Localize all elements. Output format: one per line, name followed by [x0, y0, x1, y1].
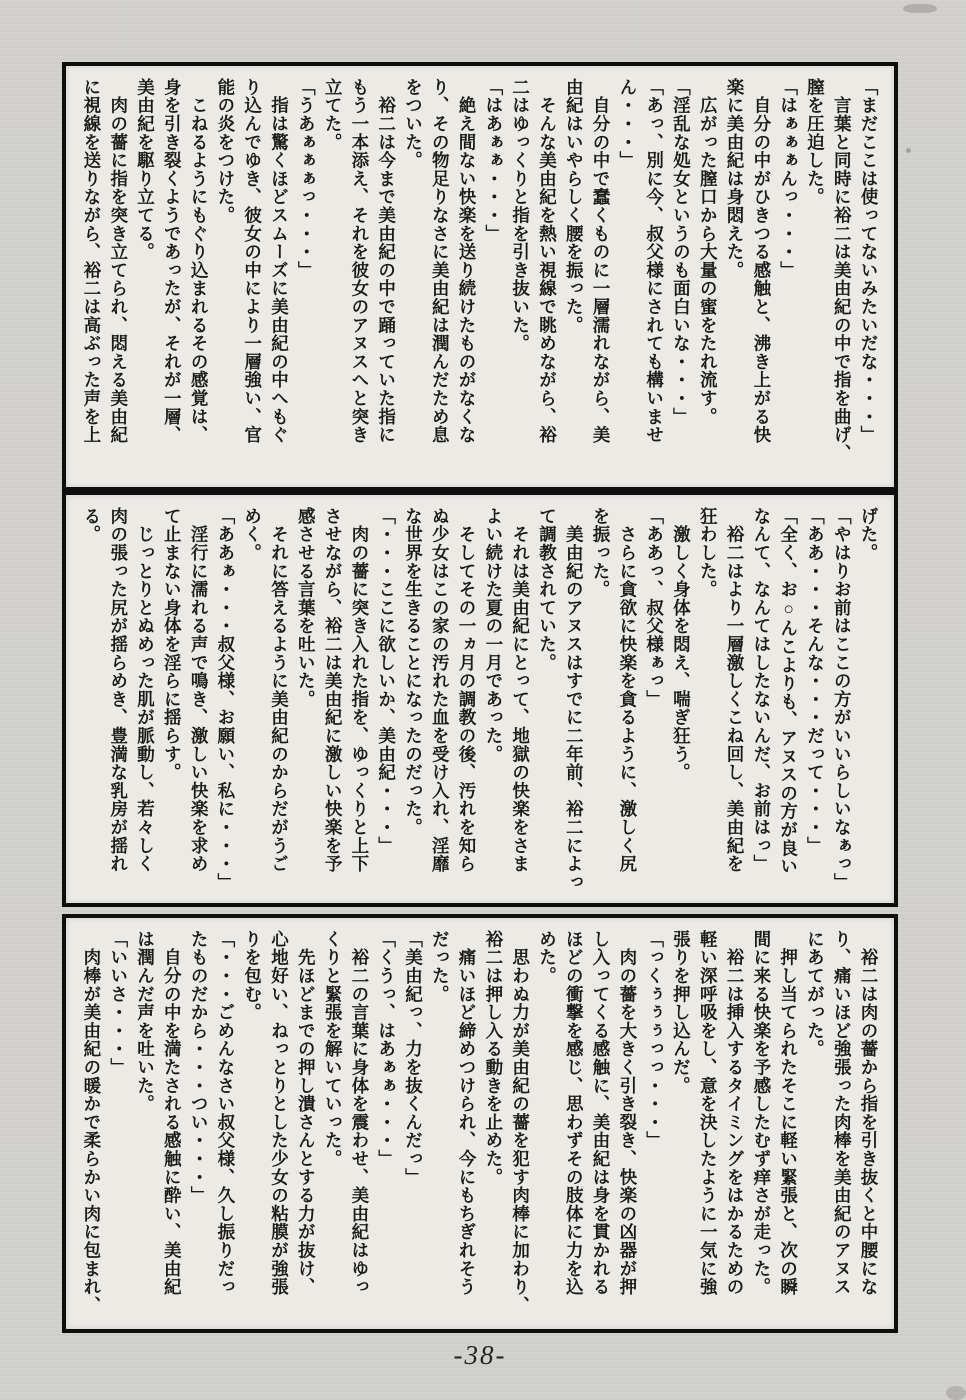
text-column: 痛いほど締めつけられ、今にもちぎれそう	[457, 930, 478, 1296]
text-column: 美由紀のアヌスはすでに二年前、裕二によっ	[564, 507, 585, 892]
text-column: たものだから・・・つい・・・」	[189, 930, 210, 1205]
scan-artifact	[903, 4, 937, 13]
text-column: めく。	[242, 507, 263, 562]
text-column: 絶え間ない快楽を送り続けたものがなくな	[457, 78, 478, 444]
text-column: り、その物足りなさに美由紀は潤んだため息	[430, 78, 451, 444]
text-column: 「いいさ・・・」	[108, 930, 129, 1077]
text-column: 能の炎をつけた。	[215, 78, 236, 225]
page-number: -38-	[453, 1340, 507, 1370]
text-column: 淫行に濡れる声で鳴き、激しい快楽を求め	[189, 507, 210, 873]
text-column: 感させる言葉を吐いた。	[296, 507, 317, 709]
text-column: さらに貪欲に快楽を貪るように、激しく尻	[617, 507, 638, 873]
text-column: 軽い深呼吸をし、意を決したように一気に強	[698, 930, 719, 1296]
scan-artifact	[946, 1386, 966, 1400]
text-column: そんな美由紀を熱い視線で眺めながら、裕	[537, 78, 558, 444]
text-column: 言葉と同時に裕二は美由紀の中で指を曲げ、	[832, 78, 853, 463]
text-column: し入ってくる感触に、美由紀は身を貫かれる	[591, 930, 612, 1296]
text-column: 「ああ・・・そんな・・・だって・・・」	[805, 507, 826, 855]
text-column: こねるようにもぐり込まれるその感覚は、	[189, 78, 210, 444]
text-column: 広がった膣口から大量の蜜をたれ流す。	[698, 78, 719, 426]
text-column: ぬ少女はこの家の汚れた血を受け入れ、淫靡	[430, 507, 451, 873]
text-column: 肉棒が美由紀の暖かで柔らかい肉に包まれ、	[81, 930, 102, 1315]
text-column: 肉の薔に指を突き立てられ、悶える美由紀	[108, 78, 129, 444]
text-column: 「ああぁ・・・叔父様、お願い、私に・・・」	[215, 507, 236, 892]
text-column: それに答えるように美由紀のからだがうご	[269, 507, 290, 873]
text-column: 「あっ、別に今、叔父様にされても構いませ	[644, 78, 665, 444]
text-column: る。	[81, 507, 102, 544]
text-column: 裕二はより一層激しくこね回し、美由紀を	[725, 507, 746, 873]
text-column: は潤んだ声を吐いた。	[135, 930, 156, 1113]
text-column: 裕二は押し入る動きを止めた。	[483, 930, 504, 1187]
text-panel-3	[62, 914, 898, 1333]
text-column: 美由紀を駆り立てる。	[135, 78, 156, 261]
text-column: なんて、なんてはしたないんだ、お前はっ」	[751, 507, 772, 873]
text-column: 張りを押し込んだ。	[671, 930, 692, 1095]
text-column: 由紀はいやらしく腰を振った。	[564, 78, 585, 335]
text-column: めた。	[537, 930, 558, 985]
text-column: な世界を生きることになったのだった。	[403, 507, 424, 837]
text-column: 「ああっ、叔父様ぁっ」	[644, 507, 665, 709]
text-panel-1	[62, 62, 898, 491]
text-column: 裕二の言葉に身体を震わせ、美由紀はゆっ	[349, 930, 370, 1296]
text-column: りを包む。	[242, 930, 263, 1022]
text-column: 裕二は挿入するタイミングをはかるための	[725, 930, 746, 1296]
text-column: 二はゆっくりと指を引き抜いた。	[510, 78, 531, 353]
text-column: 心地好い、ねっとりとした少女の粘膜が強張	[269, 930, 290, 1296]
text-column: 「くうっ、はあぁぁ・・・」	[376, 930, 397, 1168]
text-column: 激しく身体を悶え、喘ぎ狂う。	[671, 507, 692, 782]
text-column: 肉の張った尻が揺らめき、豊満な乳房が揺れ	[108, 507, 129, 873]
text-column: 「・・・ごめんなさい叔父様、久し振りだっ	[215, 930, 236, 1296]
text-column: くりと緊張を解いていった。	[323, 930, 344, 1168]
text-column: 指は驚くほどスムーズに美由紀の中へもぐ	[269, 78, 290, 444]
text-column: 「やはりお前はここの方がいいらしいなぁっ」	[832, 507, 853, 892]
text-column: 膣を圧迫した。	[805, 78, 826, 207]
text-column: もう一本添え、それを彼女のアヌスへと突き	[349, 78, 370, 444]
text-column: 肉の薔を大きく引き裂き、快楽の凶器が押	[617, 930, 638, 1296]
text-column: にあてがった。	[805, 930, 826, 1059]
panel-3-columns	[76, 930, 882, 1321]
text-column: だった。	[430, 930, 451, 1004]
text-column: よい続けた夏の一月であった。	[483, 507, 504, 764]
text-column: ん・・・」	[617, 78, 638, 170]
text-column: 肉の薔に突き入れた指を、ゆっくりと上下	[349, 507, 370, 873]
text-column: ほどの衝撃を感じ、思わずその肢体に力を込	[564, 930, 585, 1296]
text-column: て止まない身体を淫らに揺らす。	[162, 507, 183, 782]
text-column: 自分の中を満たされる感触に酔い、美由紀	[162, 930, 183, 1296]
text-column: 立てた。	[323, 78, 344, 152]
text-column: 裕二は肉の薔から指を引き抜くと中腰にな	[859, 930, 879, 1296]
text-column: 裕二は今まで美由紀の中で踊っていた指に	[376, 78, 397, 444]
text-column: り、痛いほど強張った肉棒を美由紀のアヌス	[832, 930, 853, 1296]
text-column: をついた。	[403, 78, 424, 170]
text-column: 「全く、お○んこよりも、アヌスの方が良い	[778, 507, 799, 876]
text-column: り込んでゆき、彼女の中により一層強い、官	[242, 78, 263, 444]
text-column: げた。	[859, 507, 879, 562]
text-column: を振った。	[591, 507, 612, 599]
text-column: 「はあぁぁ・・・」	[483, 78, 504, 243]
text-column: 「うあぁぁぁっ・・・」	[296, 78, 317, 280]
text-column: させながら、裕二は美由紀に激しい快楽を予	[323, 507, 344, 873]
text-column: 「・・・ここに欲しいか、美由紀・・・」	[376, 507, 397, 855]
text-panel-2	[62, 491, 898, 907]
text-column: 「まだここは使ってないみたいだな・・・」	[859, 78, 879, 444]
text-column: 思わぬ力が美由紀の薔を犯す肉棒に加わり、	[510, 930, 531, 1315]
text-column: じっとりとぬめった肌が脈動し、若々しく	[135, 507, 156, 873]
text-column: 間に来る快楽を予感したむず痒さが走った。	[751, 930, 772, 1296]
text-column: に視線を送りながら、裕二は高ぶった声を上	[81, 78, 102, 444]
text-column: 「淫乱な処女というのも面白いな・・・」	[671, 78, 692, 426]
text-column: 楽に美由紀は身悶えた。	[725, 78, 746, 280]
text-column: それは美由紀にとって、地獄の快楽をさま	[510, 507, 531, 873]
scan-artifact	[906, 148, 911, 153]
text-column: そしてその一ヵ月の調教の後、汚れを知ら	[457, 507, 478, 873]
panel-2-columns	[76, 507, 882, 895]
text-column: 自分の中で蠢くものに一層濡れながら、美	[591, 78, 612, 444]
text-column: て調教されていた。	[537, 507, 558, 672]
text-column: 狂わした。	[698, 507, 719, 599]
text-column: 「はぁぁぁんっ・・・」	[778, 78, 799, 280]
text-column: 自分の中がひきつる感触と、沸き上がる快	[751, 78, 772, 444]
text-column: 「っくぅぅぅっっ・・・」	[644, 930, 665, 1150]
text-column: 押し当てられたそこに軽い緊張と、次の瞬	[778, 930, 799, 1296]
text-column: 身を引き裂くようであったが、それが一層、	[162, 78, 183, 444]
text-column: 先ほどまでの押し潰さんとする力が抜け、	[296, 930, 317, 1296]
panel-1-columns	[76, 78, 882, 479]
text-column: 「美由紀っ、力を抜くんだっ」	[403, 930, 424, 1187]
